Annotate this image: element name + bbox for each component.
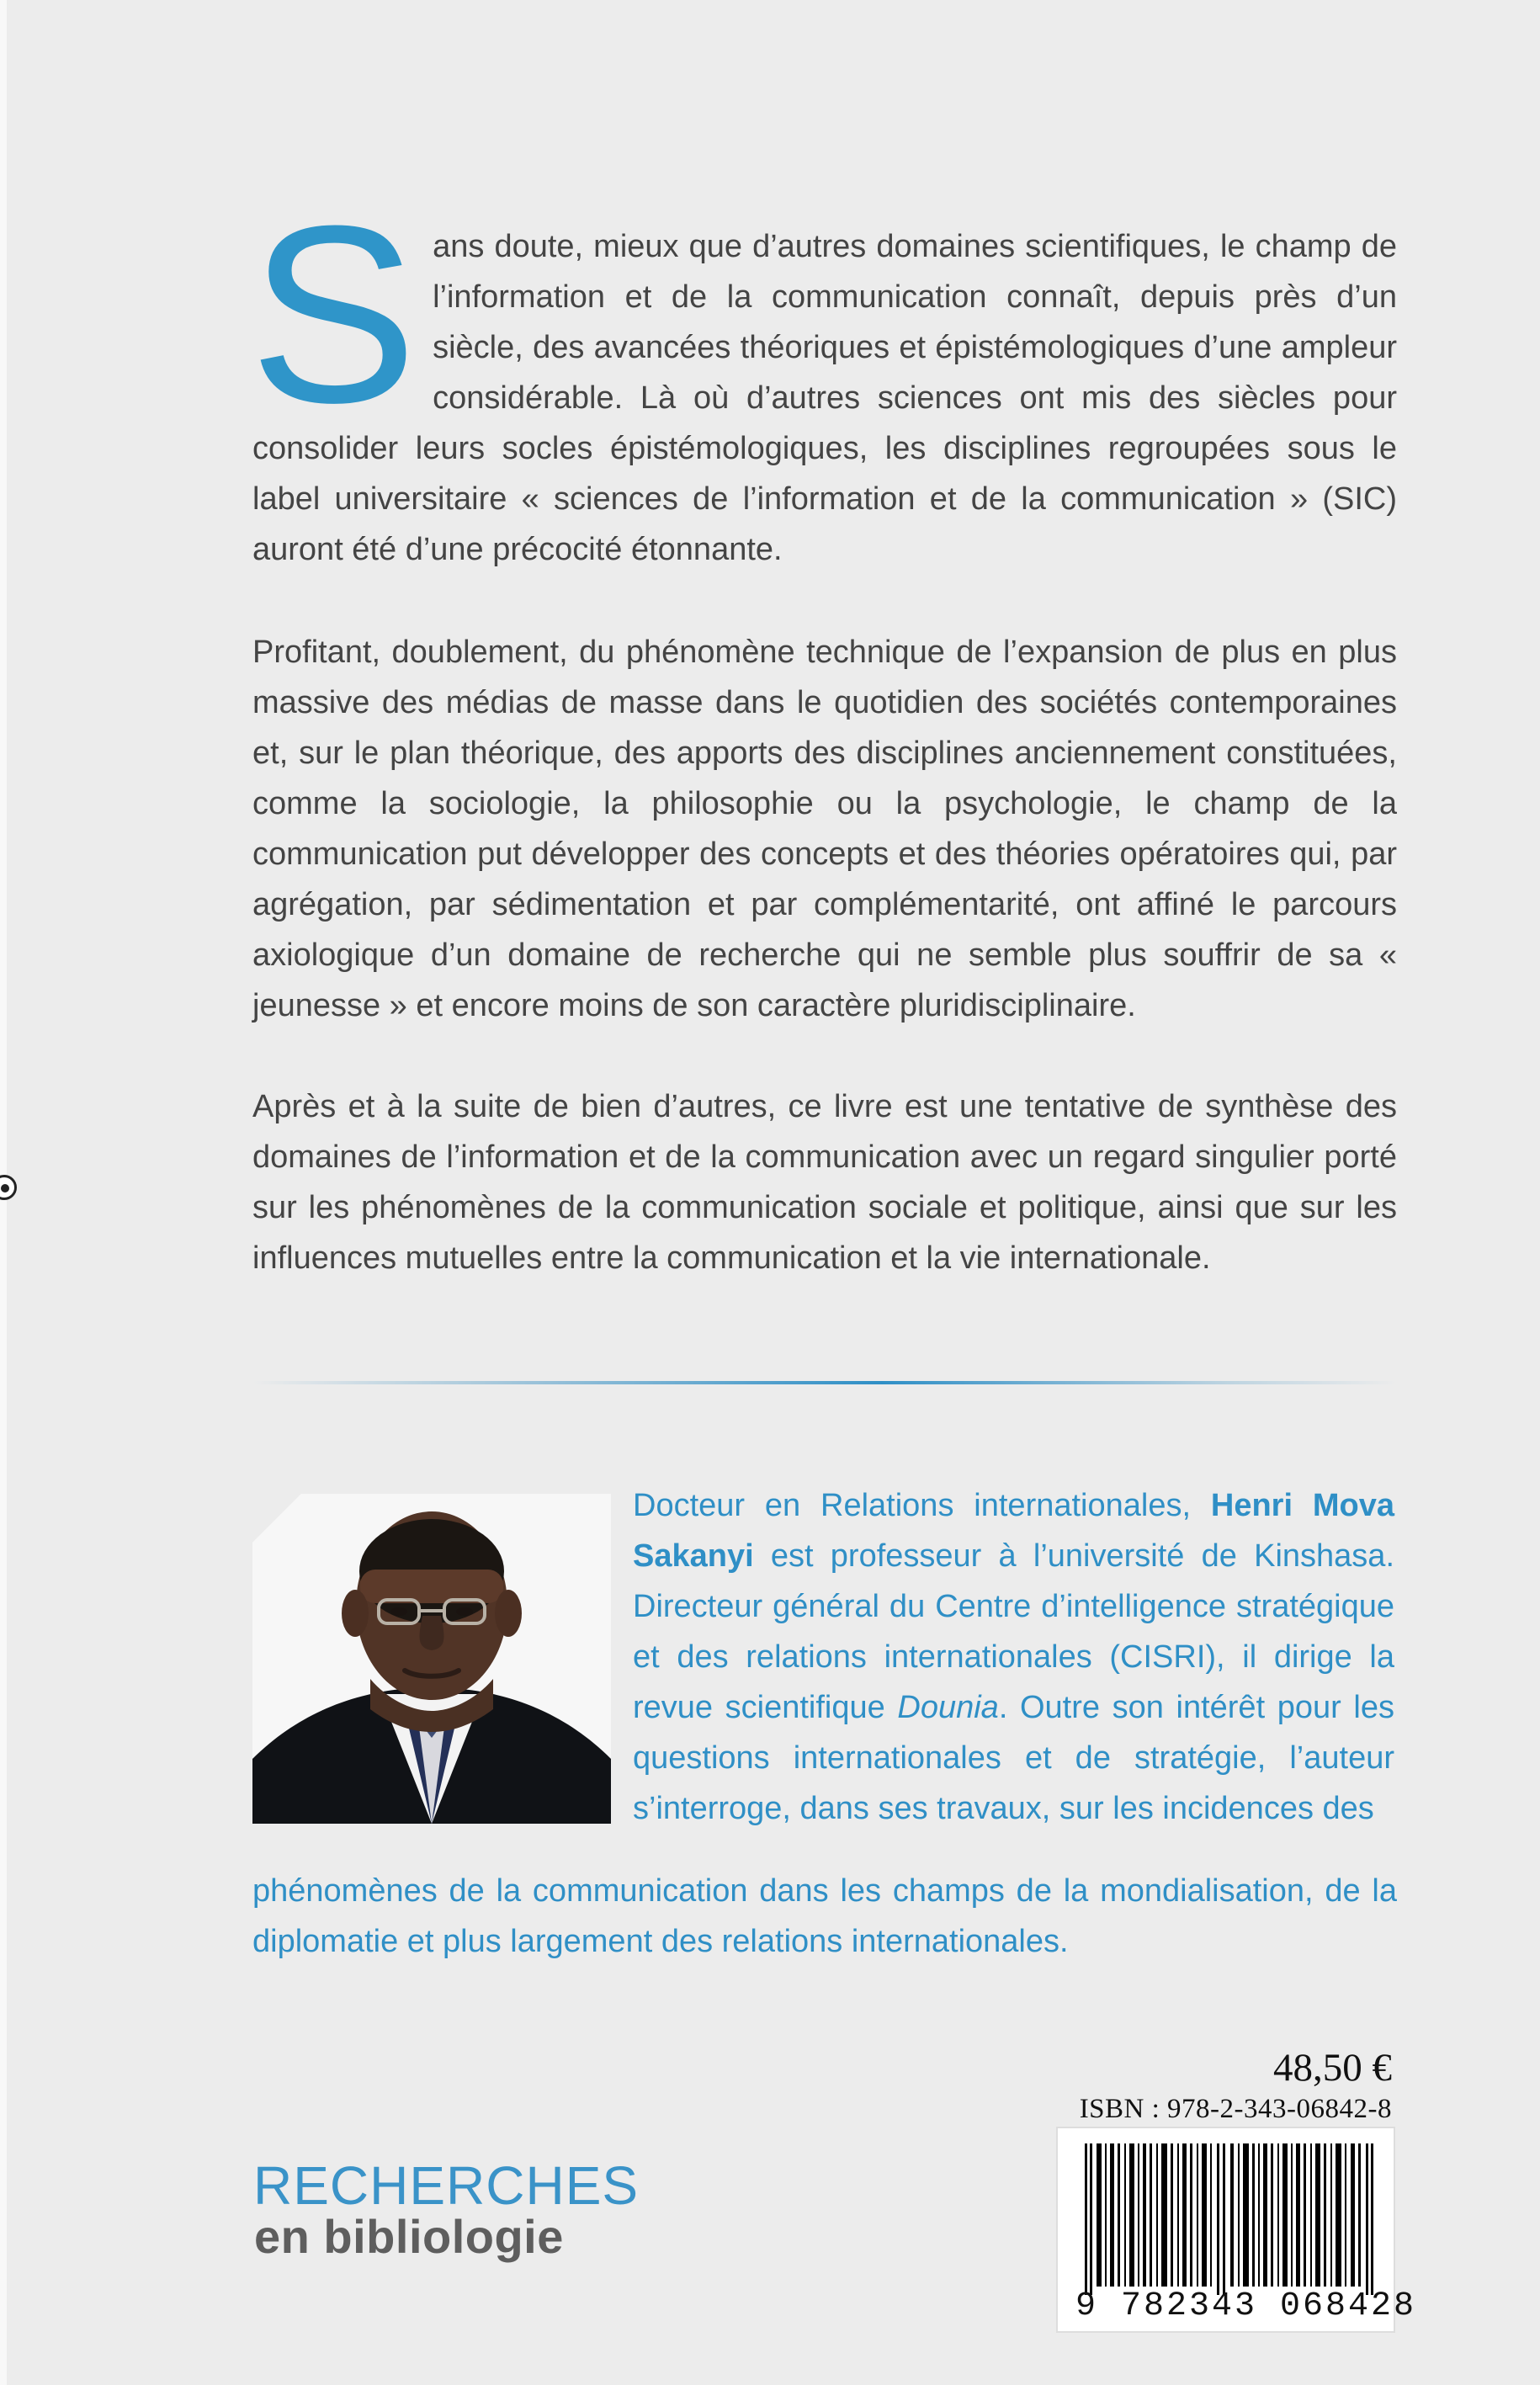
author-bio-prefix: Docteur en Relations internationales, — [633, 1488, 1211, 1523]
author-portrait-image — [252, 1494, 611, 1824]
body-paragraph-2: Profitant, doublement, du phénomène technique de l’expansion de plus en plus massive des médias de masse dans le quotidien des sociétés contemporaines et, sur le plan théorique, des apports des disciplines anciennement constituées, comme la sociologie, la philosophie ou la psychologie, le champ de la communication put développer des concepts et des théories opératoires qui, par agrégation, par sédimentation et par complémentarité, ont affiné le parcours axiologique d’un domaine de recherche qui ne semble plus souffrir de sa « jeunesse » et encore moins de son caractère pluridisciplinaire. — [252, 635, 1397, 1023]
barcode-icon — [1081, 2143, 1377, 2295]
journal-title: Dounia — [897, 1690, 999, 1725]
drop-cap: S — [249, 173, 418, 455]
printer-registration-mark-icon — [0, 1175, 17, 1200]
body-paragraph-3: Après et à la suite de bien d’autres, ce livre est une tentative de synthèse des domaines de l’information et de la communication avec un regard singulier porté sur les phénomènes de la communication sociale et politique, ainsi que sur les influences mutuelles entre la communication et la vie internationale. — [252, 1089, 1397, 1276]
author-name: Henri Mova Sakanyi — [633, 1488, 1394, 1574]
author-bio — [633, 1480, 1394, 1834]
author-bio-middle: est professeur à l’université de Kinshasa. Directeur général du Centre d’intelligence stratégique et des relations internationales (CISRI), il dirige la revue scientifique — [633, 1538, 1394, 1725]
barcode-panel — [1056, 2127, 1417, 2333]
author-photo — [252, 1494, 611, 1824]
price-label: 48,50 € — [1273, 2046, 1392, 2090]
intro-paragraph — [249, 173, 1397, 575]
series-title-line-1: RECHERCHES — [253, 2155, 640, 2216]
barcode-number: 9 782343 068428 — [1075, 2287, 1417, 2325]
intro-text: ans doute, mieux que d’autres domaines scientifiques, le champ de l’information et de la communication connaît, depuis près d’un siècle, des avancées théoriques et épistémologiques d’une ampleur considérable. Là où d’autres sciences ont mis des siècles pour consolider leurs socles épistémologiques, les disciplines regroupées sous le label universitaire « sciences de l’information et de la communication » (SIC) auront été d’une précocité étonnante. — [252, 229, 1397, 567]
author-bio-suffix: . Outre son intérêt pour les questions internationales et de stratégie, l’auteur s’interroge, dans ses travaux, sur les incidences des — [633, 1690, 1394, 1826]
section-divider — [252, 1381, 1397, 1384]
isbn-label: ISBN : 978-2-343-06842-8 — [1079, 2094, 1392, 2124]
author-bio-continued: phénomènes de la communication dans les champs de la mondialisation, de la diplomatie et plus largement des relations internationales. — [252, 1873, 1397, 1959]
series-title-line-2: en bibliologie — [254, 2210, 564, 2263]
